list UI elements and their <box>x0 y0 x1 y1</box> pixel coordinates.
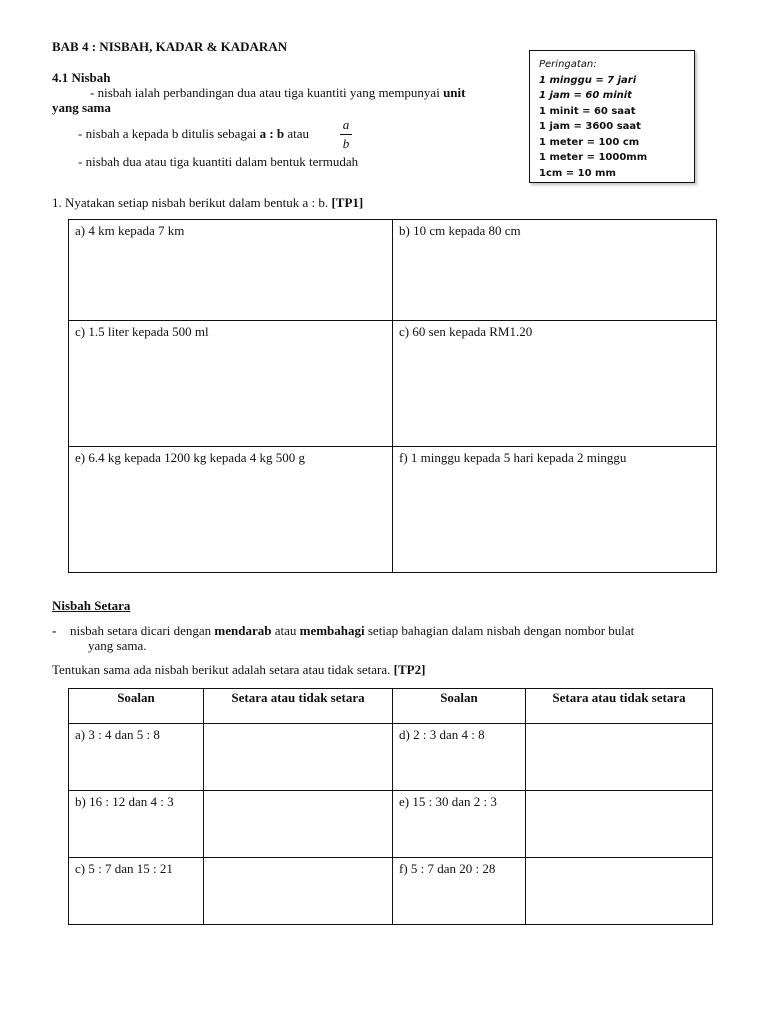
answer-cell[interactable]: f) 1 minggu kepada 5 hari kepada 2 minggu <box>393 447 717 573</box>
reminder-line: 1 meter = 1000mm <box>539 152 648 163</box>
answer-cell[interactable] <box>204 858 393 925</box>
equivalence-table <box>68 688 713 925</box>
answer-cell[interactable] <box>526 724 713 791</box>
reminder-line: 1 jam = 60 minit <box>539 90 632 101</box>
answer-cell[interactable]: b) 10 cm kepada 80 cm <box>393 220 717 321</box>
table-row <box>69 791 713 858</box>
question1-prompt <box>52 195 363 211</box>
question1-table <box>68 219 717 573</box>
reminder-line: 1 jam = 3600 saat <box>539 121 641 132</box>
question-cell: a) 3 : 4 dan 5 : 8 <box>69 724 204 791</box>
reminder-box <box>529 50 695 183</box>
question2-tag: [TP2] <box>393 662 426 677</box>
reminder-heading: Peringatan: <box>539 59 597 70</box>
definition-line <box>90 85 465 101</box>
question2-prompt <box>52 662 425 678</box>
answer-cell[interactable] <box>204 791 393 858</box>
table-row <box>69 220 717 321</box>
equivalent-heading: Nisbah Setara <box>52 598 131 613</box>
answer-cell[interactable]: c) 1.5 liter kepada 500 ml <box>69 321 393 447</box>
notation-bold: a : b <box>259 126 285 141</box>
table-row <box>69 858 713 925</box>
rule-bold-multiply: mendarab <box>214 623 272 638</box>
equivalent-rule-continuation: yang sama. <box>88 638 147 653</box>
table-row <box>69 724 713 791</box>
reminder-line: 1 minggu = 7 jari <box>539 74 637 86</box>
table-row <box>69 321 717 447</box>
question-cell: e) 15 : 30 dan 2 : 3 <box>393 791 526 858</box>
question-cell: d) 2 : 3 dan 4 : 8 <box>393 724 526 791</box>
fraction-bar <box>340 134 352 135</box>
reminder-line: 1cm = 10 mm <box>539 167 616 179</box>
reminder-line: 1 meter = 100 cm <box>539 136 640 148</box>
rule-text: nisbah setara dicari dengan <box>70 623 215 638</box>
table-row <box>69 447 717 573</box>
reminder-line: 1 minit = 60 saat <box>539 105 636 117</box>
answer-cell[interactable]: c) 60 sen kepada RM1.20 <box>393 321 717 447</box>
question-cell: b) 16 : 12 dan 4 : 3 <box>69 791 204 858</box>
fraction-denominator: b <box>342 136 350 151</box>
question2-text: Tentukan sama ada nisbah berikut adalah setara atau tidak setara. <box>52 662 394 677</box>
question1-tag: [TP1] <box>331 195 364 210</box>
question-cell: c) 5 : 7 dan 15 : 21 <box>69 858 204 925</box>
notation-suffix: atau <box>284 126 310 141</box>
fraction-numerator: a <box>342 117 350 132</box>
answer-cell[interactable]: a) 4 km kepada 7 km <box>69 220 393 321</box>
answer-cell[interactable]: e) 6.4 kg kepada 1200 kg kepada 4 kg 500 g <box>69 447 393 573</box>
equivalent-rule-line <box>70 623 634 639</box>
definition-bold-unit: unit <box>443 85 466 100</box>
header-setara: Setara atau tidak setara <box>204 689 393 724</box>
simplest-form-line: - nisbah dua atau tiga kuantiti dalam bentuk termudah <box>78 154 359 169</box>
answer-cell[interactable] <box>526 858 713 925</box>
table-header-row <box>69 689 713 724</box>
notation-line <box>78 126 309 142</box>
definition-text: - nisbah ialah perbandingan dua atau tiga kuantiti yang mempunyai <box>90 85 444 100</box>
rule-text: atau <box>271 623 300 638</box>
answer-cell[interactable] <box>526 791 713 858</box>
definition-bold-line: yang sama <box>52 100 111 115</box>
fraction-a-over-b <box>338 117 354 152</box>
notation-text: - nisbah a kepada b ditulis sebagai <box>78 126 260 141</box>
rule-bold-divide: membahagi <box>299 623 365 638</box>
question-cell: f) 5 : 7 dan 20 : 28 <box>393 858 526 925</box>
bullet-dash: - <box>52 623 57 638</box>
header-setara: Setara atau tidak setara <box>526 689 713 724</box>
rule-text: setiap bahagian dalam nisbah dengan nombor bulat <box>364 623 635 638</box>
page-title: BAB 4 : NISBAH, KADAR & KADARAN <box>52 39 288 54</box>
section-heading: 4.1 Nisbah <box>52 70 111 85</box>
answer-cell[interactable] <box>204 724 393 791</box>
question1-text: 1. Nyatakan setiap nisbah berikut dalam bentuk a : b. <box>52 195 332 210</box>
header-soalan: Soalan <box>69 689 204 724</box>
header-soalan: Soalan <box>393 689 526 724</box>
